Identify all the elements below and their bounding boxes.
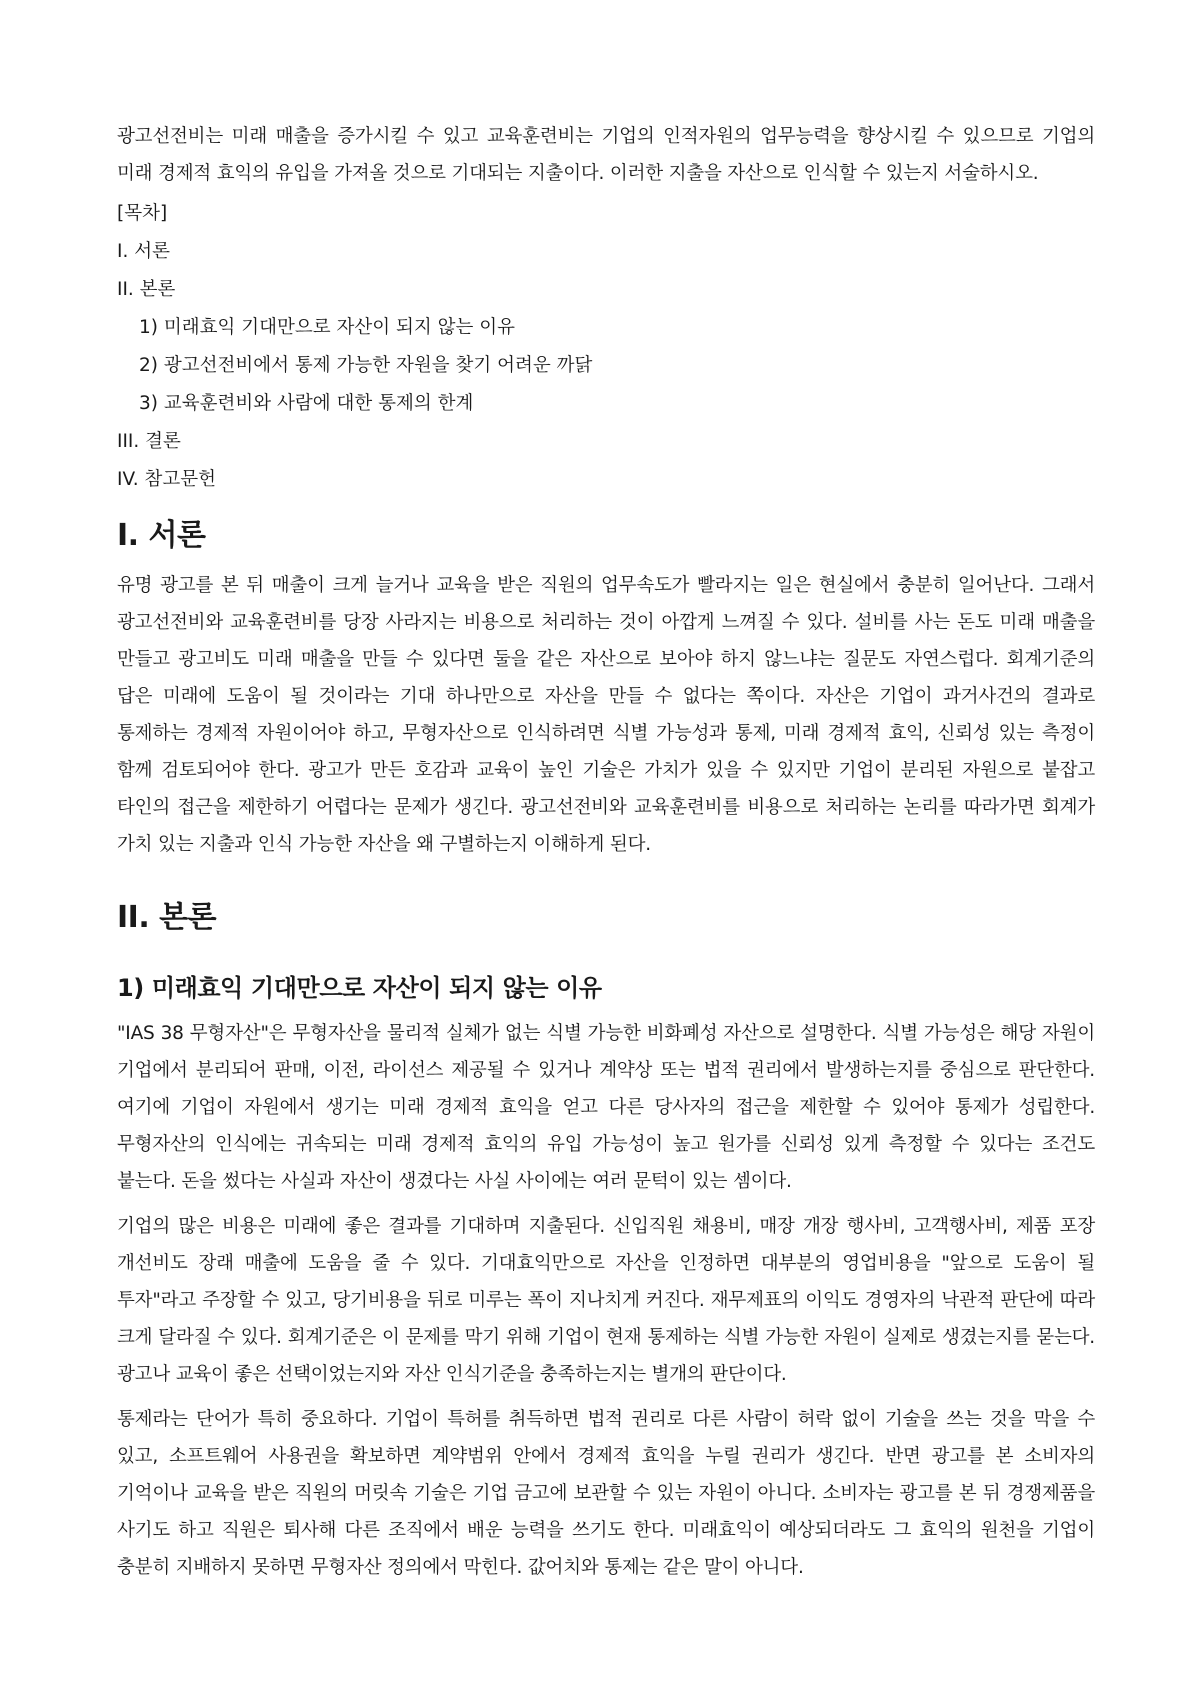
body-sub1-paragraph-2: 기업의 많은 비용은 미래에 좋은 결과를 기대하며 지출된다. 신입직원 채용비, 매장 개장 행사비, 고객행사비, 제품 포장 개선비도 장래 매출에 도움을 줄 수 있다. 기대효익만으로 자산을 인정하면 대부분의 영업비용을 "앞으로 도움이 될 투자"라고 주장할 수 있고, 당기비용을 뒤로 미루는 폭이 지나치게 커진다. 재무제표의 이익도 경영자의 낙관적 판단에 따라 크게 달라질 수 있다. 회계기준은 이 문제를 막기 위해 기업이 현재 통제하는 식별 가능한 자원이 실제로 생겼는지를 묻는다. 광고나 교육이 좋은 선택이었는지와 자산 인식기준을 충족하는지는 별개의 판단이다. (117, 1216, 1095, 1385)
toc-item-body-3: 3) 교육훈련비와 사람에 대한 통제의 한계 (139, 393, 474, 414)
question-text: 광고선전비는 미래 매출을 증가시킬 수 있고 교육훈련비는 기업의 인적자원의 업무능력을 향상시킬 수 있으므로 기업의 미래 경제적 효익의 유입을 가져올 것으로 기대되는 지출이다. 이러한 지출을 자산으로 인식할 수 있는지 서술하시오. (117, 126, 1095, 184)
toc-item-conclusion: III. 결론 (117, 431, 181, 452)
toc-item-body-2: 2) 광고선전비에서 통제 가능한 자원을 찾기 어려운 까닭 (139, 355, 593, 376)
document-page (117, 118, 1095, 1594)
toc-title: [목차] (117, 203, 168, 224)
body-sub1-paragraph-1: "IAS 38 무형자산"은 무형자산을 물리적 실체가 없는 식별 가능한 비화폐성 자산으로 설명한다. 식별 가능성은 해당 자원이 기업에서 분리되어 판매, 이전, 라이선스 제공될 수 있거나 계약상 또는 법적 권리에서 발생하는지를 중심으로 판단한다. 여기에 기업이 자원에서 생기는 미래 경제적 효익을 얻고 다른 당사자의 접근을 제한할 수 있어야 통제가 성립한다. 무형자산의 인식에는 귀속되는 미래 경제적 효익의 유입 가능성이 높고 원가를 신뢰성 있게 측정할 수 있다는 조건도 붙는다. 돈을 썼다는 사실과 자산이 생겼다는 사실 사이에는 여러 문턱이 있는 셈이다. (117, 1023, 1095, 1192)
toc-item-body-1: 1) 미래효익 기대만으로 자산이 되지 않는 이유 (139, 317, 515, 338)
toc-item-references: IV. 참고문헌 (117, 469, 216, 490)
toc-item-intro: I. 서론 (117, 241, 170, 262)
body-sub1-paragraph-3: 통제라는 단어가 특히 중요하다. 기업이 특허를 취득하면 법적 권리로 다른 사람이 허락 없이 기술을 쓰는 것을 막을 수 있고, 소프트웨어 사용권을 확보하면 계약범위 안에서 경제적 효익을 누릴 권리가 생긴다. 반면 광고를 본 소비자의 기억이나 교육을 받은 직원의 머릿속 기술은 기업 금고에 보관할 수 있는 자원이 아니다. 소비자는 광고를 본 뒤 경쟁제품을 사기도 하고 직원은 퇴사해 다른 조직에서 배운 능력을 쓰기도 한다. 미래효익이 예상되더라도 그 효익의 원천을 기업이 충분히 지배하지 못하면 무형자산 정의에서 막힌다. 값어치와 통제는 같은 말이 아니다. (117, 1409, 1095, 1578)
intro-heading: I. 서론 (117, 518, 206, 553)
table-of-contents (117, 200, 1095, 493)
intro-paragraph: 유명 광고를 본 뒤 매출이 크게 늘거나 교육을 받은 직원의 업무속도가 빨라지는 일은 현실에서 충분히 일어난다. 그래서 광고선전비와 교육훈련비를 당장 사라지는 비용으로 처리하는 것이 아깝게 느껴질 수 있다. 설비를 사는 돈도 미래 매출을 만들고 광고비도 미래 매출을 만들 수 있다면 둘을 같은 자산으로 보아야 하지 않느냐는 질문도 자연스럽다. 회계기준의 답은 미래에 도움이 될 것이라는 기대 하나만으로 자산을 만들 수 없다는 쪽이다. 자산은 기업이 과거사건의 결과로 통제하는 경제적 자원이어야 하고, 무형자산으로 인식하려면 식별 가능성과 통제, 미래 경제적 효익, 신뢰성 있는 측정이 함께 검토되어야 한다. 광고가 만든 호감과 교육이 높인 기술은 가치가 있을 수 있지만 기업이 분리된 자원으로 붙잡고 타인의 접근을 제한하기 어렵다는 문제가 생긴다. 광고선전비와 교육훈련비를 비용으로 처리하는 논리를 따라가면 회계가 가치 있는 지출과 인식 가능한 자산을 왜 구별하는지 이해하게 된다. (117, 575, 1095, 855)
toc-item-body: II. 본론 (117, 279, 176, 300)
body-sub1-heading: 1) 미래효익 기대만으로 자산이 되지 않는 이유 (117, 974, 602, 1002)
body-heading: II. 본론 (117, 900, 217, 935)
